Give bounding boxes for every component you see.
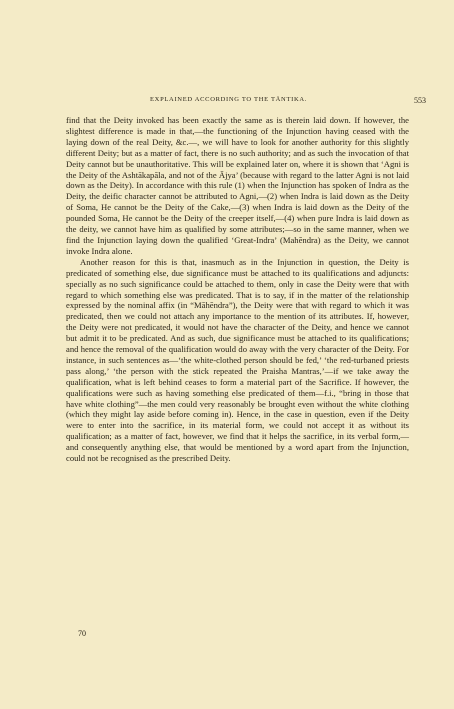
page-number: 553 — [414, 96, 426, 105]
signature-mark: 70 — [78, 629, 86, 638]
running-header — [0, 96, 454, 108]
body-text — [66, 115, 409, 464]
paragraph-1: find that the Deity invoked has been exactly the same as is therein laid down. If however, the slightest difference is made in that,—the functioning of the Injunction having ceased with the laying down of the real Deity, &c.—, we will have to look for another authority for this slightly different Deity; but as a matter of fact, there is no such authority; and as such the invocation of that Deity cannot but be unauthoritative. This will be explained later on, where it is shown that ‘Agni is the Deity of the Ashtākapāla, and not of the Ājya’ (because with regard to the latter Agni is not laid down as the Deity). In accordance with this rule (1) when the Injunction has spoken of Indra as the Deity, the deific character cannot be attributed to Agni,—(2) when Indra is laid down as the Deity of Soma, He cannot be the Deity of the Cake,—(3) when Indra is laid down as the Deity of the pounded Soma, He cannot be the Deity of the creeper itself,—(4) when pure Indra is laid down as the deity, we cannot have him as qualified by some attributes;—so in the same manner, when we find the Injunction laying down the qualified ‘Great-Indra’ (Mahēndra) as the Deity, we cannot invoke Indra alone. — [66, 115, 409, 256]
paragraph-2: Another reason for this is that, inasmuch as in the Injunction in question, the Deity is predicated of something else, due significance must be attached to its qualifications and adjuncts: specially as no such significance could be attached to them, only in case the Deity were that with regard to which something else was predicated. That is to say, if in the matter of the relationship expressed by the nominal affix (in “Māhēndra”), the Deity were that with regard to which it was predicated, then we could not attach any importance to the mention of its attributes. If, however, the Deity were not predicated, it would not have the character of the Deity, and hence we cannot but admit it to be predicated. And as such, due significance must be attached to its qualifications; and hence the removal of the qualification would do away with the very character of the Deity. For instance, in such sentences as—‘the white-clothed person should be fed,’ ‘the red-turbaned priests pass along,’ ‘the person with the stick repeated the Praisha Mantras,’—if we take away the qualification, what is left behind ceases to form a material part of the Sacrifice. If however, the qualifications were such as having something else predicated of them—f.i., “bring in those that have white clothing”—the men could very reasonably be brought even without the white clothing (which they might lay aside before coming in). Hence, in the case in question, even if the Deity were to enter into the sacrifice, in its material form, we could not accept it as without its qualification; as a matter of fact, however, we find that it helps the sacrifice, in its verbal form,—and consequently anything else, that would be mentioned by a word apart from the Injunction, could not be recognised as the prescribed Deity. — [66, 256, 409, 464]
running-title: EXPLAINED ACCORDING TO THE TĀNTIKA. — [150, 96, 308, 103]
